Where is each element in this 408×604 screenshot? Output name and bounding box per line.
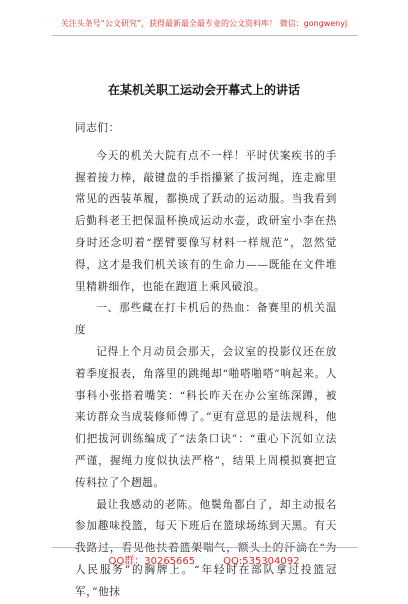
footer xyxy=(0,552,408,567)
paragraph: 最让我感动的老陈。他鬓角都白了，却主动报名参加趣味投篮，每天下班后在篮球场练到天黑。有天我路过，看见他扶着篮架喘气，额头上的汗滴在“为人民服务”的胸牌上。“年轻时在部队拿过投篮冠军，”他抹 xyxy=(75,498,337,598)
footer-qq-contact: QQ:535304092 xyxy=(223,556,300,567)
footer-divider xyxy=(52,547,358,548)
salutation: 同志们： xyxy=(75,122,120,134)
section-heading: 一、那些藏在打卡机后的热血：备赛里的机关温度 xyxy=(75,302,337,337)
header-banner: 关注头条号“公文研究”，获得最新最全最专业的公文资料库！ 微信：gongwenyj xyxy=(60,19,348,28)
document-body xyxy=(75,118,337,604)
header-divider xyxy=(52,35,358,36)
document-title: 在某机关职工运动会开幕式上的讲话 xyxy=(107,83,300,97)
paragraph: 今天的机关大院有点不一样！平时伏案疾书的手握着接力棒，敲键盘的手指攥紧了拔河绳，连走廊里常见的西装革履，都换成了跃动的运动服。当我看到后勤科老王把保温杯换成运动水壶，政研室小李在热身时还念叨着“摆臂要像写材料一样规范”，忽然觉得，这才是我们机关该有的生命力——既能在文件堆里精耕细作，也能在跑道上乘风破浪。 xyxy=(75,149,337,293)
footer-qq-group: QQ群：30265665 xyxy=(108,556,196,567)
paragraph: 记得上个月动员会那天，会议室的投影仪还在放着季度报表，角落里的跳绳却“啪嗒啪嗒”响起来。人事科小张搭着嘴笑：“科长昨天在办公室练深蹲，被来访群众当成装修师傅了。”更有意思的是法规科，他们把拔河训练编成了“法条口诀”：“重心下沉如立法严谨，握绳力度似执法严格”，结果上周模拟赛把宣传科拉了个趔趄。 xyxy=(75,345,337,489)
